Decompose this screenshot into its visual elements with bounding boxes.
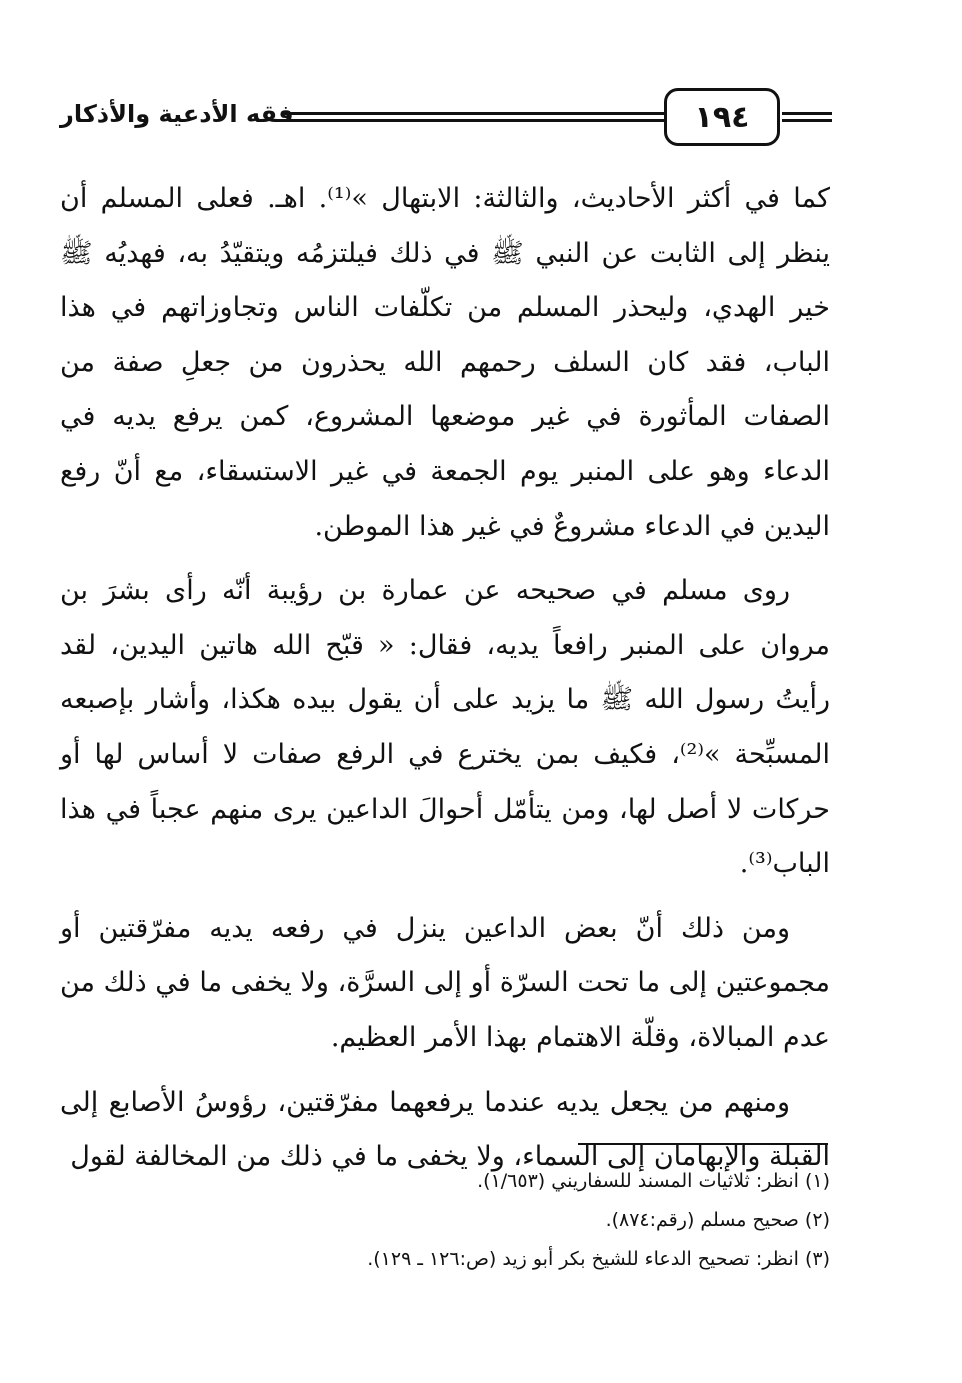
header-rule-left [282, 112, 666, 122]
header-rule-right [782, 112, 832, 122]
paragraph: ومنهم من يجعل يديه عندما يرفعهما مفرّقتين، رؤوسُ الأصابع إلى القبلة والإبهامان إلى السماء، ولا يخفى ما في ذلك من المخالفة لقول [60, 1086, 830, 1173]
footnote: (٢) صحيح مسلم (رقم:٨٧٤). [605, 1209, 830, 1231]
paragraph: كما في أكثر الأحاديث، والثالثة: الابتهال »⁽¹⁾. اهـ. فعلى المسلم أن ينظر إلى الثابت عن النبي ﷺ في ذلك فيلتزمُه ويتقيّدُ به، فهديُه ﷺ خير الهدي، وليحذر المسلم من تكلّفات الناس وتجاوزاتهم في هذا الباب، فقد كان السلف رحمهم الله يحذرون من جعلِ صفة من الصفات المأثورة في غير موضعها المشروع، كمن يرفع يديه في الدعاء وهو على المنبر يوم الجمعة في غير الاستسقاء، مع أنّ رفع اليدين في الدعاء مشروعٌ في غير هذا الموطن. [60, 183, 830, 542]
footnote: (٣) انظر: تصحيح الدعاء للشيخ بكر أبو زيد (ص:١٢٦ ـ ١٢٩). [367, 1248, 830, 1270]
footnote-separator [578, 1143, 828, 1145]
page-number: ١٩٤ [664, 88, 780, 146]
running-title: فقه الأدعية والأذكار [60, 100, 294, 128]
paragraph: ومن ذلك أنّ بعض الداعين ينزل في رفعه يديه مفرّقتين أو مجموعتين إلى ما تحت السرّة أو إلى السرَّة، ولا يخفى ما في ذلك من عدم المبالاة، وقلّة الاهتمام بهذا الأمر العظيم. [60, 912, 830, 1053]
page-header [60, 88, 830, 158]
footnotes [60, 1162, 830, 1279]
paragraph: روى مسلم في صحيحه عن عمارة بن رؤيبة أنّه رأى بشرَ بن مروان على المنبر رافعاً يديه، فقال: « قبّح الله هاتين اليدين، لقد رأيتُ رسول الله ﷺ ما يزيد على أن يقول بيده هكذا، وأشار بإصبعه المسبِّحة »⁽²⁾، فكيف بمن يخترع في الرفع صفات لا أساس لها أو حركات لا أصل لها، ومن يتأمّل أحوالَ الداعين يرى منهم عجباً في هذا الباب⁽³⁾. [60, 575, 830, 880]
main-text [60, 172, 830, 1195]
footnote: (١) انظر: ثلاثيات المسند للسفاريني (١/٦٥٣). [477, 1170, 830, 1192]
